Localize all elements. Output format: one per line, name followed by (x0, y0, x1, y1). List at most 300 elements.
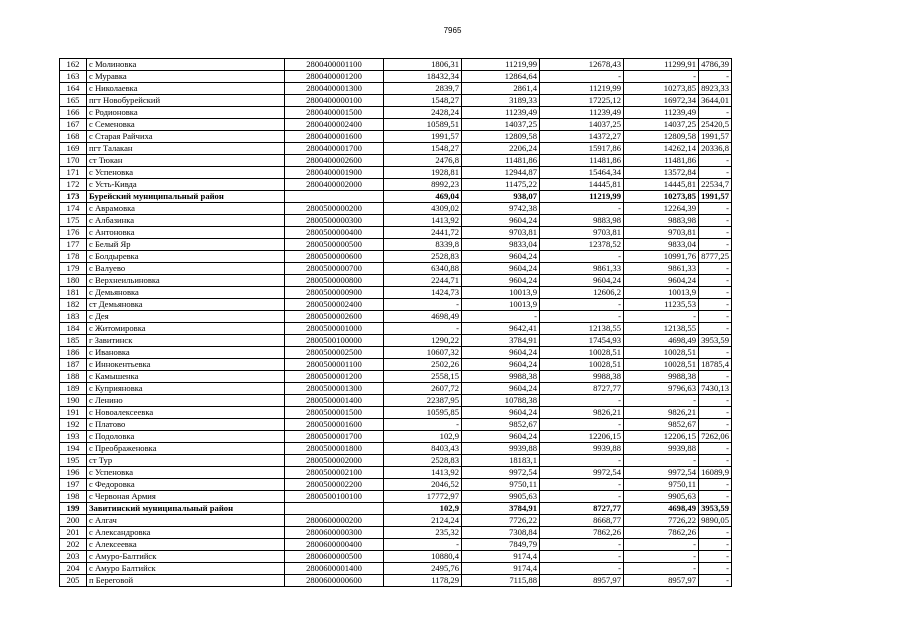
row-number-cell: 190 (60, 395, 87, 407)
value-col-5-cell: - (699, 347, 732, 359)
value-col-2-cell: 9988,38 (462, 371, 540, 383)
value-col-4-cell: - (624, 551, 699, 563)
value-col-5-cell: - (699, 71, 732, 83)
row-number-cell: 175 (60, 215, 87, 227)
row-number-cell: 182 (60, 299, 87, 311)
oktmo-code-cell: 2800600000200 (285, 515, 384, 527)
value-col-4-cell: 10028,51 (624, 359, 699, 371)
value-col-2-cell: 9174,4 (462, 551, 540, 563)
value-col-1-cell: 22387,95 (384, 395, 462, 407)
value-col-3-cell: 9703,81 (540, 227, 624, 239)
oktmo-code-cell: 2800500002000 (285, 455, 384, 467)
oktmo-code-cell: 2800400001200 (285, 71, 384, 83)
value-col-4-cell: 9972,54 (624, 467, 699, 479)
value-col-5-cell: - (699, 227, 732, 239)
value-col-4-cell: 4698,49 (624, 335, 699, 347)
oktmo-code-cell: 2800400001600 (285, 131, 384, 143)
value-col-2-cell: 11239,49 (462, 107, 540, 119)
value-col-5-cell: 8777,25 (699, 251, 732, 263)
value-col-3-cell: - (540, 551, 624, 563)
row-number-cell: 204 (60, 563, 87, 575)
settlement-name-cell: с Белый Яр (87, 239, 285, 251)
row-number-cell: 199 (60, 503, 87, 515)
value-col-4-cell: 10028,51 (624, 347, 699, 359)
settlement-name-cell: с Куприяновка (87, 383, 285, 395)
value-col-5-cell: 7430,13 (699, 383, 732, 395)
value-col-2-cell: 2206,24 (462, 143, 540, 155)
value-col-1-cell: 2607,72 (384, 383, 462, 395)
value-col-5-cell: - (699, 371, 732, 383)
table-row (60, 95, 732, 107)
table-row (60, 155, 732, 167)
value-col-4-cell: 8957,97 (624, 575, 699, 587)
value-col-2-cell: 18183,1 (462, 455, 540, 467)
value-col-3-cell: 9988,38 (540, 371, 624, 383)
row-number-cell: 179 (60, 263, 87, 275)
row-number-cell: 195 (60, 455, 87, 467)
table-row (60, 131, 732, 143)
settlement-name-cell: с Семеновка (87, 119, 285, 131)
value-col-2-cell: 9174,4 (462, 563, 540, 575)
settlement-name-cell: с Старая Райчиха (87, 131, 285, 143)
oktmo-code-cell: 2800400002000 (285, 179, 384, 191)
value-col-2-cell: 9604,24 (462, 431, 540, 443)
settlement-name-cell: с Преображеновка (87, 443, 285, 455)
row-number-cell: 201 (60, 527, 87, 539)
oktmo-code-cell: 2800400001900 (285, 167, 384, 179)
settlement-name-cell: с Амуро Балтийск (87, 563, 285, 575)
value-col-4-cell: - (624, 563, 699, 575)
value-col-4-cell: - (624, 311, 699, 323)
value-col-1-cell: - (384, 539, 462, 551)
value-col-3-cell: 17225,12 (540, 95, 624, 107)
value-col-2-cell: 9604,24 (462, 383, 540, 395)
settlement-name-cell: с Муравка (87, 71, 285, 83)
value-col-5-cell: - (699, 539, 732, 551)
row-number-cell: 196 (60, 467, 87, 479)
row-number-cell: 205 (60, 575, 87, 587)
value-col-1-cell: 2428,24 (384, 107, 462, 119)
table-row (60, 83, 732, 95)
oktmo-code-cell: 2800400000100 (285, 95, 384, 107)
value-col-5-cell: 1991,57 (699, 131, 732, 143)
oktmo-code-cell: 2800500000300 (285, 215, 384, 227)
value-col-5-cell: - (699, 203, 732, 215)
settlement-name-cell: с Успеновка (87, 467, 285, 479)
value-col-1-cell: 2839,7 (384, 83, 462, 95)
value-col-1-cell: 2046,52 (384, 479, 462, 491)
value-col-1-cell: 1548,27 (384, 143, 462, 155)
value-col-4-cell: 9988,38 (624, 371, 699, 383)
value-col-2-cell: 11475,22 (462, 179, 540, 191)
row-number-cell: 167 (60, 119, 87, 131)
row-number-cell: 176 (60, 227, 87, 239)
value-col-2-cell: 9833,04 (462, 239, 540, 251)
oktmo-code-cell: 2800500100100 (285, 491, 384, 503)
table-row (60, 179, 732, 191)
value-col-2-cell: 7849,79 (462, 539, 540, 551)
table-row (60, 311, 732, 323)
table-row (60, 575, 732, 587)
table-body (60, 59, 732, 587)
table-row (60, 419, 732, 431)
value-col-2-cell: 11219,99 (462, 59, 540, 71)
value-col-4-cell: 10991,76 (624, 251, 699, 263)
oktmo-code-cell: 2800500000500 (285, 239, 384, 251)
value-col-1-cell: 1413,92 (384, 215, 462, 227)
oktmo-code-cell: 2800500001300 (285, 383, 384, 395)
value-col-3-cell: 15464,34 (540, 167, 624, 179)
table-row (60, 383, 732, 395)
value-col-3-cell: 14372,27 (540, 131, 624, 143)
table-row (60, 323, 732, 335)
value-col-5-cell: - (699, 323, 732, 335)
value-col-1-cell: 10880,4 (384, 551, 462, 563)
value-col-4-cell: 11299,91 (624, 59, 699, 71)
settlement-name-cell: с Николаевка (87, 83, 285, 95)
value-col-5-cell: 7262,06 (699, 431, 732, 443)
value-col-3-cell: - (540, 203, 624, 215)
table-row (60, 371, 732, 383)
value-col-2-cell: 12809,58 (462, 131, 540, 143)
value-col-5-cell: - (699, 107, 732, 119)
table-row (60, 191, 732, 203)
table-row (60, 431, 732, 443)
value-col-2-cell: 7115,88 (462, 575, 540, 587)
value-col-4-cell: - (624, 455, 699, 467)
row-number-cell: 172 (60, 179, 87, 191)
value-col-1-cell: 2244,71 (384, 275, 462, 287)
oktmo-code-cell: 2800400001700 (285, 143, 384, 155)
settlement-name-cell: с Усть-Кивда (87, 179, 285, 191)
value-col-1-cell: 10607,32 (384, 347, 462, 359)
table-row (60, 167, 732, 179)
value-col-2-cell: 3784,91 (462, 335, 540, 347)
value-col-4-cell: 11235,53 (624, 299, 699, 311)
settlement-name-cell: с Червоная Армия (87, 491, 285, 503)
table-row (60, 107, 732, 119)
value-col-5-cell: 16089,9 (699, 467, 732, 479)
oktmo-code-cell: 2800400001500 (285, 107, 384, 119)
value-col-4-cell: 9883,98 (624, 215, 699, 227)
table-row (60, 287, 732, 299)
oktmo-code-cell: 2800600000500 (285, 551, 384, 563)
value-col-3-cell: 11481,86 (540, 155, 624, 167)
settlement-name-cell: с Болдыревка (87, 251, 285, 263)
value-col-3-cell: - (540, 479, 624, 491)
value-col-2-cell: 9604,24 (462, 251, 540, 263)
row-number-cell: 187 (60, 359, 87, 371)
settlement-name-cell: с Иннокентьевка (87, 359, 285, 371)
row-number-cell: 184 (60, 323, 87, 335)
row-number-cell: 194 (60, 443, 87, 455)
oktmo-code-cell: 2800500001600 (285, 419, 384, 431)
value-col-2-cell: 12864,64 (462, 71, 540, 83)
row-number-cell: 188 (60, 371, 87, 383)
table-row (60, 407, 732, 419)
row-number-cell: 203 (60, 551, 87, 563)
value-col-3-cell: 12606,2 (540, 287, 624, 299)
value-col-5-cell: - (699, 239, 732, 251)
settlement-name-cell: с Албазинка (87, 215, 285, 227)
row-number-cell: 171 (60, 167, 87, 179)
value-col-4-cell: 12206,15 (624, 431, 699, 443)
value-col-1-cell: 8403,43 (384, 443, 462, 455)
value-col-1-cell: 1991,57 (384, 131, 462, 143)
value-col-5-cell: 25420,5 (699, 119, 732, 131)
oktmo-code-cell: 2800500002100 (285, 467, 384, 479)
oktmo-code-cell: 2800500100000 (285, 335, 384, 347)
value-col-2-cell: 9604,24 (462, 347, 540, 359)
oktmo-code-cell: 2800500000700 (285, 263, 384, 275)
oktmo-code-cell: 2800500001200 (285, 371, 384, 383)
value-col-5-cell: 3644,01 (699, 95, 732, 107)
value-col-4-cell: 12264,39 (624, 203, 699, 215)
value-col-5-cell: - (699, 311, 732, 323)
value-col-5-cell: 18785,4 (699, 359, 732, 371)
value-col-2-cell: 10013,9 (462, 299, 540, 311)
value-col-1-cell: 10595,85 (384, 407, 462, 419)
settlement-name-cell: ст Тур (87, 455, 285, 467)
settlement-name-cell: с Аврамовка (87, 203, 285, 215)
value-col-2-cell: 9742,38 (462, 203, 540, 215)
row-number-cell: 177 (60, 239, 87, 251)
settlement-name-cell: с Верхнеильиновка (87, 275, 285, 287)
settlement-name-cell: пгт Талакан (87, 143, 285, 155)
row-number-cell: 197 (60, 479, 87, 491)
value-col-4-cell: 7862,26 (624, 527, 699, 539)
value-col-2-cell: 3189,33 (462, 95, 540, 107)
value-col-1-cell: 2441,72 (384, 227, 462, 239)
row-number-cell: 168 (60, 131, 87, 143)
table-row (60, 515, 732, 527)
value-col-5-cell: - (699, 287, 732, 299)
oktmo-code-cell: 2800500000800 (285, 275, 384, 287)
value-col-1-cell: 2528,83 (384, 455, 462, 467)
value-col-3-cell: - (540, 491, 624, 503)
row-number-cell: 186 (60, 347, 87, 359)
table-row (60, 527, 732, 539)
oktmo-code-cell: 2800500000600 (285, 251, 384, 263)
value-col-3-cell: 8727,77 (540, 503, 624, 515)
value-col-4-cell: 9750,11 (624, 479, 699, 491)
value-col-3-cell: - (540, 395, 624, 407)
table-row (60, 467, 732, 479)
value-col-2-cell: 12944,87 (462, 167, 540, 179)
value-col-4-cell: 9861,33 (624, 263, 699, 275)
settlement-name-cell: с Дея (87, 311, 285, 323)
value-col-4-cell: 11239,49 (624, 107, 699, 119)
value-col-4-cell: 9852,67 (624, 419, 699, 431)
value-col-5-cell: 20336,8 (699, 143, 732, 155)
oktmo-code-cell: 2800500001500 (285, 407, 384, 419)
table-row (60, 143, 732, 155)
value-col-5-cell: - (699, 215, 732, 227)
settlement-name-cell: с Житомировка (87, 323, 285, 335)
oktmo-code-cell: 2800500000900 (285, 287, 384, 299)
table-row (60, 359, 732, 371)
value-col-5-cell: - (699, 551, 732, 563)
table-row (60, 563, 732, 575)
value-col-5-cell: - (699, 527, 732, 539)
value-col-4-cell: - (624, 71, 699, 83)
value-col-5-cell: - (699, 155, 732, 167)
row-number-cell: 169 (60, 143, 87, 155)
value-col-1-cell: - (384, 299, 462, 311)
value-col-5-cell: - (699, 491, 732, 503)
settlement-name-cell: пгт Новобурейский (87, 95, 285, 107)
value-col-3-cell: 12378,52 (540, 239, 624, 251)
value-col-4-cell: 12138,55 (624, 323, 699, 335)
table-row (60, 455, 732, 467)
row-number-cell: 200 (60, 515, 87, 527)
table-row (60, 239, 732, 251)
value-col-5-cell: - (699, 479, 732, 491)
value-col-2-cell: 9604,24 (462, 215, 540, 227)
settlement-name-cell: с Новоалексеевка (87, 407, 285, 419)
value-col-3-cell: - (540, 71, 624, 83)
table-row (60, 347, 732, 359)
settlement-name-cell: п Береговой (87, 575, 285, 587)
value-col-1-cell: 102,9 (384, 503, 462, 515)
value-col-2-cell: 9852,67 (462, 419, 540, 431)
value-col-4-cell: 13572,84 (624, 167, 699, 179)
settlement-name-cell: с Успеновка (87, 167, 285, 179)
value-col-4-cell: 9604,24 (624, 275, 699, 287)
value-col-5-cell: 3953,59 (699, 503, 732, 515)
value-col-3-cell: - (540, 419, 624, 431)
settlement-name-cell: с Алгач (87, 515, 285, 527)
value-col-4-cell: 10273,85 (624, 83, 699, 95)
value-col-5-cell: - (699, 263, 732, 275)
value-col-2-cell: 10788,38 (462, 395, 540, 407)
value-col-4-cell: 9703,81 (624, 227, 699, 239)
value-col-3-cell: - (540, 563, 624, 575)
settlement-name-cell: с Ивановка (87, 347, 285, 359)
oktmo-code-cell: 2800500001000 (285, 323, 384, 335)
oktmo-code-cell: 2800500002600 (285, 311, 384, 323)
oktmo-code-cell (285, 191, 384, 203)
settlement-name-cell: ст Тюкан (87, 155, 285, 167)
value-col-1-cell: 6340,88 (384, 263, 462, 275)
value-col-3-cell: - (540, 299, 624, 311)
value-col-5-cell: - (699, 299, 732, 311)
data-table (59, 58, 732, 587)
value-col-4-cell: 12809,58 (624, 131, 699, 143)
value-col-1-cell: 469,04 (384, 191, 462, 203)
oktmo-code-cell: 2800500001700 (285, 431, 384, 443)
value-col-2-cell: 10013,9 (462, 287, 540, 299)
value-col-2-cell: 7726,22 (462, 515, 540, 527)
value-col-3-cell: 11239,49 (540, 107, 624, 119)
oktmo-code-cell: 2800600000300 (285, 527, 384, 539)
value-col-2-cell: 2861,4 (462, 83, 540, 95)
value-col-5-cell: - (699, 407, 732, 419)
row-number-cell: 183 (60, 311, 87, 323)
value-col-2-cell: 3784,91 (462, 503, 540, 515)
value-col-1-cell: 10589,51 (384, 119, 462, 131)
value-col-5-cell: - (699, 275, 732, 287)
value-col-2-cell: 9939,88 (462, 443, 540, 455)
value-col-5-cell: 8923,33 (699, 83, 732, 95)
row-number-cell: 202 (60, 539, 87, 551)
value-col-4-cell: 9833,04 (624, 239, 699, 251)
value-col-1-cell: 2528,83 (384, 251, 462, 263)
value-col-4-cell: 10273,85 (624, 191, 699, 203)
value-col-5-cell: 3953,59 (699, 335, 732, 347)
table-row (60, 503, 732, 515)
table-row (60, 119, 732, 131)
value-col-3-cell: 9861,33 (540, 263, 624, 275)
value-col-1-cell: 4309,02 (384, 203, 462, 215)
value-col-1-cell: 8339,8 (384, 239, 462, 251)
value-col-2-cell: 9642,41 (462, 323, 540, 335)
value-col-5-cell: - (699, 167, 732, 179)
value-col-2-cell: 14037,25 (462, 119, 540, 131)
value-col-5-cell: - (699, 443, 732, 455)
value-col-3-cell: 9604,24 (540, 275, 624, 287)
table-row (60, 59, 732, 71)
row-number-cell: 189 (60, 383, 87, 395)
settlement-name-cell: с Федоровка (87, 479, 285, 491)
value-col-1-cell: 1806,31 (384, 59, 462, 71)
oktmo-code-cell: 2800500001100 (285, 359, 384, 371)
value-col-1-cell: 4698,49 (384, 311, 462, 323)
oktmo-code-cell (285, 503, 384, 515)
settlement-name-cell: с Ленино (87, 395, 285, 407)
value-col-3-cell: - (540, 251, 624, 263)
table-row (60, 71, 732, 83)
row-number-cell: 174 (60, 203, 87, 215)
oktmo-code-cell: 2800400001300 (285, 83, 384, 95)
value-col-2-cell: 9604,24 (462, 263, 540, 275)
row-number-cell: 192 (60, 419, 87, 431)
value-col-4-cell: 9905,63 (624, 491, 699, 503)
value-col-3-cell: 12138,55 (540, 323, 624, 335)
row-number-cell: 178 (60, 251, 87, 263)
oktmo-code-cell: 2800500002200 (285, 479, 384, 491)
value-col-2-cell: 9972,54 (462, 467, 540, 479)
value-col-2-cell: 9604,24 (462, 407, 540, 419)
oktmo-code-cell: 2800500002500 (285, 347, 384, 359)
value-col-1-cell: 18432,34 (384, 71, 462, 83)
value-col-2-cell: 9905,63 (462, 491, 540, 503)
settlement-name-cell: с Амуро-Балтийск (87, 551, 285, 563)
oktmo-code-cell: 2800400001100 (285, 59, 384, 71)
value-col-3-cell: 7862,26 (540, 527, 624, 539)
value-col-1-cell: 1290,22 (384, 335, 462, 347)
value-col-1-cell: - (384, 419, 462, 431)
table-row (60, 227, 732, 239)
row-number-cell: 185 (60, 335, 87, 347)
row-number-cell: 180 (60, 275, 87, 287)
value-col-5-cell: - (699, 563, 732, 575)
row-number-cell: 164 (60, 83, 87, 95)
value-col-4-cell: 10013,9 (624, 287, 699, 299)
settlement-name-cell: с Подоловка (87, 431, 285, 443)
value-col-3-cell: 8727,77 (540, 383, 624, 395)
value-col-5-cell: - (699, 455, 732, 467)
settlement-name-cell: Бурейский муниципальный район (87, 191, 285, 203)
value-col-1-cell: 17772,97 (384, 491, 462, 503)
table-row (60, 299, 732, 311)
oktmo-code-cell: 2800600000600 (285, 575, 384, 587)
value-col-1-cell: 1928,81 (384, 167, 462, 179)
value-col-4-cell: - (624, 395, 699, 407)
settlement-name-cell: ст Демьяновка (87, 299, 285, 311)
value-col-4-cell: 14037,25 (624, 119, 699, 131)
oktmo-code-cell: 2800500001400 (285, 395, 384, 407)
